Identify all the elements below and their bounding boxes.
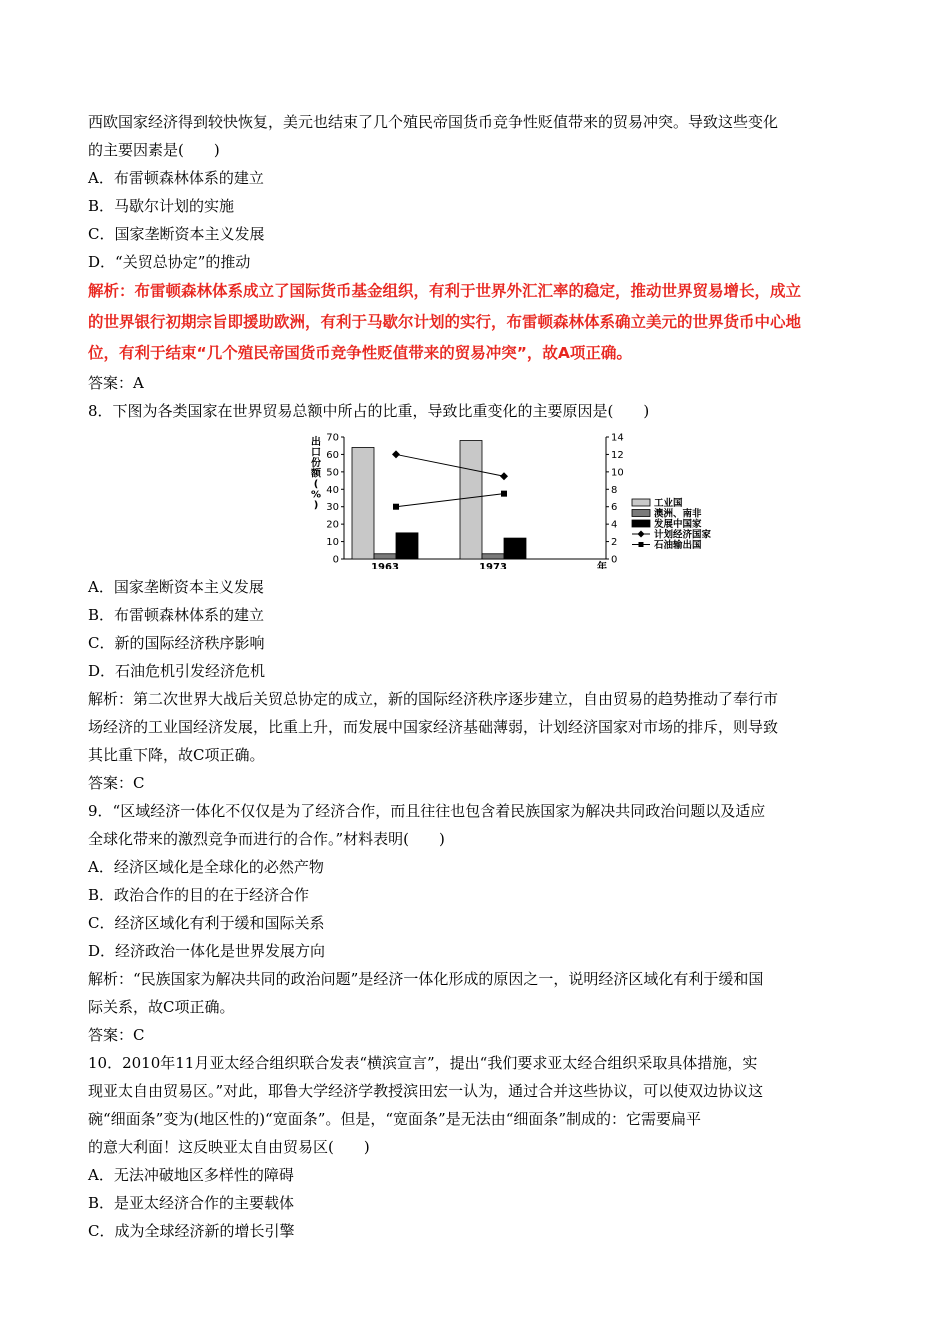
y-axis-label-char: ) <box>313 500 319 511</box>
y-axis-label-char: ( <box>313 479 319 490</box>
x-tick-label: 1963 <box>371 562 399 569</box>
q9-answer: 答案：C <box>88 1026 145 1044</box>
right-tick-label: 0 <box>611 554 618 566</box>
bar-发展中国家-1963 <box>396 533 418 559</box>
document-page <box>88 108 868 1245</box>
left-tick-label: 40 <box>326 484 339 496</box>
q9-option-c: C．经济区域化有利于缓和国际关系 <box>88 914 325 932</box>
left-tick-label: 20 <box>326 519 339 531</box>
q10-option-c: C．成为全球经济新的增长引擎 <box>88 1222 295 1240</box>
right-tick-label: 4 <box>611 519 618 531</box>
q8-analysis-line3: 其比重下降，故C项正确。 <box>88 746 265 764</box>
q10-stem-line1: 10．2010年11月亚太经合组织联合发表“横滨宣言”，提出“我们要求亚太经合组织采取具体措施，实 <box>88 1054 758 1072</box>
bar-工业国-1973 <box>460 440 482 559</box>
q9-stem-line1: 9．“区域经济一体化不仅仅是为了经济合作，而且往往也包含着民族国家为解决共同政治问题以及适应 <box>88 802 766 820</box>
q10-option-b: B．是亚太经济合作的主要载体 <box>88 1194 295 1212</box>
legend-swatch-澳洲、南非 <box>632 510 650 517</box>
q8-analysis-line2: 场经济的工业国经济发展，比重上升，而发展中国家经济基础薄弱，计划经济国家对市场的排斥，则导致 <box>88 718 779 736</box>
q10-stem-line4: 的意大利面！这反映亚太自由贸易区( ) <box>88 1138 370 1156</box>
q8-answer: 答案：C <box>88 774 145 792</box>
y-axis-label-char: % <box>310 489 322 501</box>
q9-analysis-line2: 际关系，故C项正确。 <box>88 998 235 1016</box>
legend-marker-计划经济国家 <box>638 531 645 538</box>
q7-option-b: B．马歇尔计划的实施 <box>88 197 235 215</box>
legend-marker-石油输出国 <box>639 542 644 547</box>
x-tick-label: 1973 <box>479 562 507 569</box>
point-计划经济国家-1973 <box>500 472 508 480</box>
bar-澳洲、南非-1973 <box>482 554 504 559</box>
right-tick-label: 8 <box>611 484 618 496</box>
left-tick-label: 10 <box>326 537 339 549</box>
q8-trade-share-chart <box>88 427 868 569</box>
q7-option-d: D．“关贸总协定”的推动 <box>88 253 251 271</box>
x-axis-unit-label: 年 <box>597 562 607 569</box>
bar-澳洲、南非-1963 <box>374 554 396 559</box>
right-tick-label: 10 <box>611 467 624 479</box>
q10-stem-line3: 碗“细面条”变为(地区性的)“宽面条”。但是，“宽面条”是无法由“细面条”制成的：它需要扁平 <box>88 1110 702 1128</box>
q9-option-a: A．经济区域化是全球化的必然产物 <box>88 858 324 876</box>
q7-stem-line1: 西欧国家经济得到较快恢复，美元也结束了几个殖民帝国货币竞争性贬值带来的贸易冲突。导致这些变化 <box>88 113 779 131</box>
q8-option-c: C．新的国际经济秩序影响 <box>88 634 265 652</box>
q9-analysis-line1: 解析：“民族国家为解决共同的政治问题”是经济一体化形成的原因之一，说明经济区域化有利于缓和国 <box>88 970 764 988</box>
right-tick-label: 6 <box>611 502 618 514</box>
q7-stem-line2: 的主要因素是( ) <box>88 141 220 159</box>
q8-option-b: B．布雷顿森林体系的建立 <box>88 606 265 624</box>
legend-swatch-发展中国家 <box>632 520 650 527</box>
q9-option-b: B．政治合作的目的在于经济合作 <box>88 886 310 904</box>
bar-发展中国家-1973 <box>504 538 526 559</box>
legend-label-发展中国家: 发展中国家 <box>654 519 702 530</box>
line-石油输出国 <box>396 494 504 507</box>
q9-option-d: D．经济政治一体化是世界发展方向 <box>88 942 326 960</box>
left-tick-label: 50 <box>326 467 339 479</box>
q8-option-a: A．国家垄断资本主义发展 <box>88 578 264 596</box>
q8-chart-container <box>88 427 868 569</box>
q8-stem: 8．下图为各类国家在世界贸易总额中所占的比重，导致比重变化的主要原因是( ) <box>88 402 650 420</box>
q10-stem-line2: 现亚太自由贸易区。”对此，耶鲁大学经济学教授滨田宏一认为，通过合并这些协议，可以使双边协议这 <box>88 1082 764 1100</box>
line-计划经济国家 <box>396 454 504 476</box>
bar-工业国-1963 <box>352 447 374 559</box>
left-tick-label: 70 <box>326 432 339 444</box>
legend-label-澳洲、南非: 澳洲、南非 <box>654 508 702 520</box>
q7-option-a: A．布雷顿森林体系的建立 <box>88 169 264 187</box>
q7-analysis-line2: 的世界银行初期宗旨即援助欧洲，有利于马歇尔计划的实行，布雷顿森林体系确立美元的世界货币中心地 <box>88 313 802 331</box>
right-tick-label: 12 <box>611 449 624 461</box>
y-axis-label-char: 出 <box>311 437 321 448</box>
q10-option-a: A．无法冲破地区多样性的障碍 <box>88 1166 294 1184</box>
q7-analysis-line3: 位，有利于结束“几个殖民帝国货币竞争性贬值带来的贸易冲突”，故A项正确。 <box>88 344 632 362</box>
q7-analysis-line1: 解析：布雷顿森林体系成立了国际货币基金组织，有利于世界外汇汇率的稳定，推动世界贸易增长，成立 <box>88 282 802 300</box>
y-axis-label-char: 额 <box>311 468 321 480</box>
left-tick-label: 60 <box>326 449 339 461</box>
y-axis-label-char: 份 <box>311 458 321 469</box>
q7-answer: 答案：A <box>88 374 144 392</box>
legend-label-石油输出国: 石油输出国 <box>654 540 702 551</box>
q9-stem-line2: 全球化带来的激烈竞争而进行的合作。”材料表明( ) <box>88 830 445 848</box>
y-axis-label-char: 口 <box>311 447 321 459</box>
left-tick-label: 0 <box>332 554 339 566</box>
point-石油输出国-1963 <box>393 504 399 510</box>
legend-label-工业国: 工业国 <box>654 498 683 509</box>
legend-label-计划经济国家: 计划经济国家 <box>654 529 712 541</box>
legend-swatch-工业国 <box>632 499 650 506</box>
q8-option-d: D．石油危机引发经济危机 <box>88 662 266 680</box>
q8-analysis-line1: 解析：第二次世界大战后关贸总协定的成立，新的国际经济秩序逐步建立，自由贸易的趋势推动了奉行市 <box>88 690 779 708</box>
right-tick-label: 14 <box>611 432 624 444</box>
point-计划经济国家-1963 <box>392 450 400 458</box>
right-tick-label: 2 <box>611 537 618 549</box>
left-tick-label: 30 <box>326 502 339 514</box>
point-石油输出国-1973 <box>501 491 507 497</box>
q7-option-c: C．国家垄断资本主义发展 <box>88 225 265 243</box>
